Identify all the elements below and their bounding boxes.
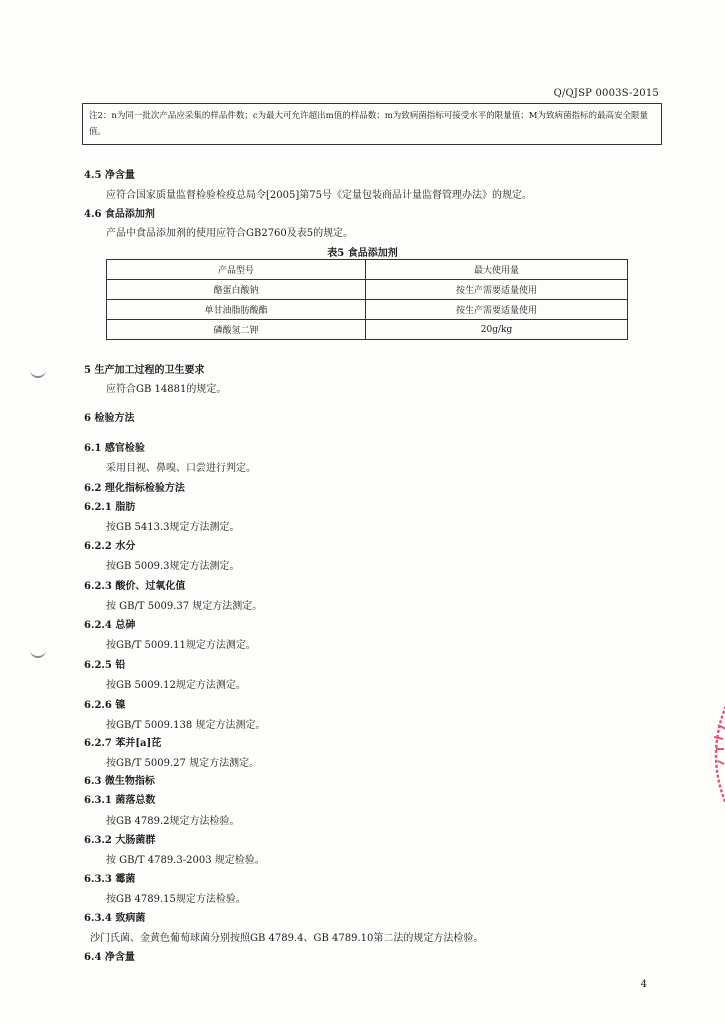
punch-hole-mark (30, 366, 46, 378)
section-6-2-2-body: 按GB 5009.3规定方法测定。 (106, 561, 240, 572)
section-6-3-3-title: 6.3.3 霉菌 (84, 874, 136, 885)
section-6-2-4-title: 6.2.4 总砷 (84, 620, 136, 631)
table-note-box: 注2：n为同一批次产品应采集的样品件数；c为最大可允许超出m值的样品数；m为致病菌指标可接受水平的限量值；M为致病菌指标的最高安全限量值。 (82, 103, 662, 145)
section-6-3-3-body: 按GB 4789.15规定方法检验。 (106, 894, 246, 905)
table-row (107, 300, 628, 320)
section-6-2-2-title: 6.2.2 水分 (84, 541, 136, 552)
section-6-4-title: 6.4 净含量 (84, 952, 135, 963)
table-cell: 20g/kg (366, 320, 628, 340)
section-6-3-4-body: 沙门氏菌、金黄色葡萄球菌分别按照GB 4789.4、GB 4789.10第二法的规定方法检验。 (90, 933, 484, 944)
section-5-title: 5 生产加工过程的卫生要求 (84, 365, 205, 376)
section-6-1-body: 采用目视、鼻嗅、口尝进行判定。 (106, 463, 256, 474)
section-6-2-7-title: 6.2.7 苯并[a]芘 (84, 738, 162, 749)
punch-hole-mark (30, 646, 46, 658)
section-6-2-1-body: 按GB 5413.3规定方法测定。 (106, 522, 240, 533)
section-6-2-1-title: 6.2.1 脂肪 (84, 502, 136, 513)
section-5-body: 应符合GB 14881的规定。 (106, 384, 227, 395)
table-header-row (107, 260, 628, 280)
section-6-2-4-body: 按GB/T 5009.11规定方法测定。 (106, 640, 256, 651)
table-header-cell: 最大使用量 (366, 260, 628, 280)
table-header-cell: 产品型号 (107, 260, 366, 280)
section-4-6-title: 4.6 食品添加剂 (84, 209, 155, 220)
page-number: 4 (640, 979, 647, 990)
section-6-2-3-body: 按 GB/T 5009.37 规定方法测定。 (106, 601, 263, 612)
section-6-2-3-title: 6.2.3 酸价、过氧化值 (84, 581, 186, 592)
section-6-2-6-title: 6.2.6 镍 (84, 700, 126, 711)
section-4-5-title: 4.5 净含量 (84, 170, 135, 181)
table-5-caption: 表5 食品添加剂 (327, 248, 398, 259)
table-cell: 磷酸氢二钾 (107, 320, 366, 340)
section-6-3-2-title: 6.3.2 大肠菌群 (84, 835, 156, 846)
section-6-3-1-title: 6.3.1 菌落总数 (84, 795, 156, 806)
section-6-2-6-body: 按GB/T 5009.138 规定方法测定。 (106, 720, 266, 731)
table-row (107, 280, 628, 300)
table-cell: 按生产需要适量使用 (366, 280, 628, 300)
document-code: Q/QJSP 0003S-2015 (553, 88, 659, 99)
section-6-3-2-body: 按 GB/T 4789.3-2003 规定检验。 (106, 855, 265, 866)
section-6-2-7-body: 按GB/T 5009.27 规定方法测定。 (106, 758, 260, 769)
section-6-1-title: 6.1 感官检验 (84, 443, 145, 454)
section-6-2-5-title: 6.2.5 铅 (84, 660, 126, 671)
table-cell: 单甘油脂肪酸酯 (107, 300, 366, 320)
table-cell: 按生产需要适量使用 (366, 300, 628, 320)
section-6-3-1-body: 按GB 4789.2规定方法检验。 (106, 816, 240, 827)
table-cell: 酪蛋白酸钠 (107, 280, 366, 300)
section-6-3-4-title: 6.3.4 致病菌 (84, 913, 146, 924)
red-seal-stamp (700, 695, 725, 815)
section-6-2-5-body: 按GB 5009.12规定方法测定。 (106, 680, 246, 691)
section-6-3-title: 6.3 微生物指标 (84, 776, 155, 787)
table-row (107, 320, 628, 340)
food-additive-table (106, 259, 628, 340)
section-4-6-body: 产品中食品添加剂的使用应符合GB2760及表5的规定。 (106, 228, 354, 239)
section-6-2-title: 6.2 理化指标检验方法 (84, 483, 185, 494)
section-6-title: 6 检验方法 (84, 413, 135, 424)
section-4-5-body: 应符合国家质量监督检验检疫总局令[2005]第75号《定量包装商品计量监督管理办法》的规定。 (106, 190, 532, 201)
